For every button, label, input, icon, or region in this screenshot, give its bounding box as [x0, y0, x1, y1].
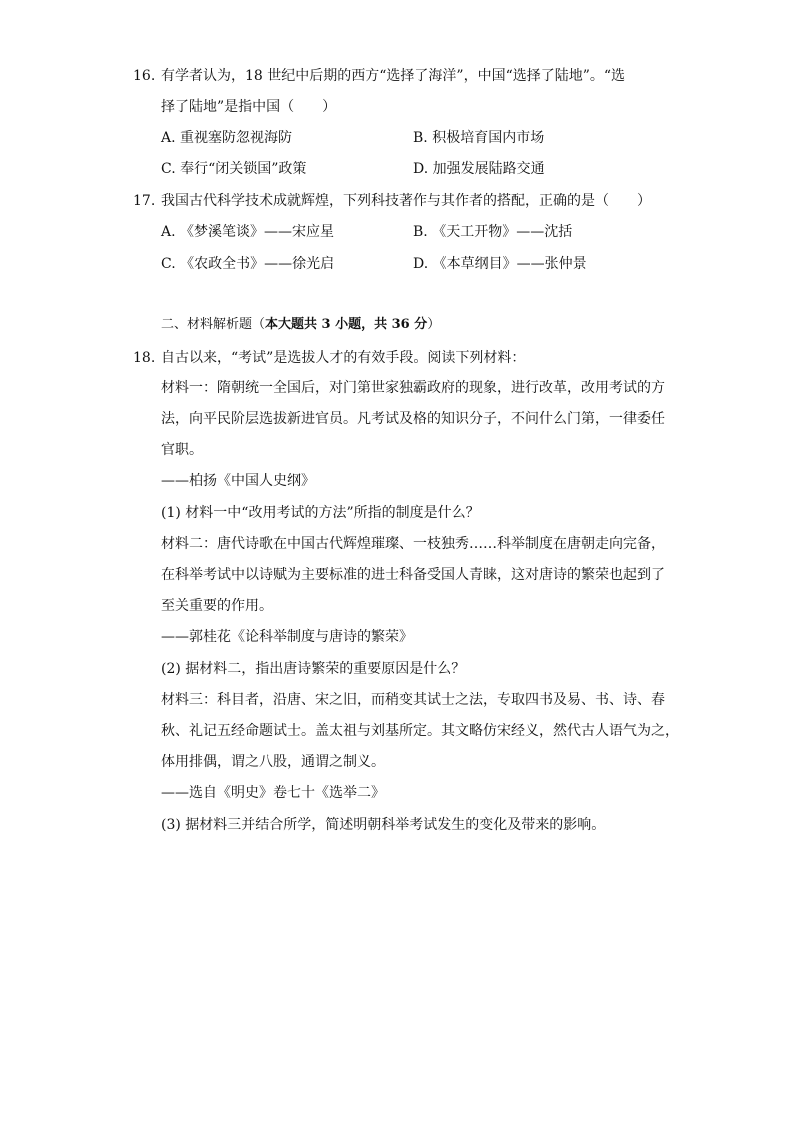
q18-material2-line3: 至关重要的作用。 — [161, 598, 273, 614]
q16-text-line2: 择了陆地”是指中国（ ） — [161, 99, 337, 115]
section-2-title — [161, 315, 440, 335]
q18-material3-source: ——选自《明史》卷七十《选举二》 — [161, 785, 385, 801]
q18-material2-source: ——郭桂花《论科举制度与唐诗的繁荣》 — [161, 629, 413, 645]
q18-material2-line2: 在科举考试中以诗赋为主要标准的进士科备受国人青睐，这对唐诗的繁荣也起到了 — [161, 567, 665, 583]
q16-number: 16. — [133, 68, 156, 84]
q18-number: 18. — [133, 350, 156, 366]
q17-text-line1: 我国古代科学技术成就辉煌，下列科技著作与其作者的搭配，正确的是（ ） — [161, 193, 651, 209]
q18-subquestion-1: (1) 材料一中“改用考试的方法”所指的制度是什么？ — [161, 505, 480, 521]
section-2-suffix: ） — [427, 317, 441, 332]
q16-option-a[interactable]: A. 重视塞防忽视海防 — [161, 130, 293, 146]
q16-option-b[interactable]: B. 积极培育国内市场 — [413, 130, 545, 146]
q18-material2-line1: 材料二：唐代诗歌在中国古代辉煌璀璨、一枝独秀……科举制度在唐朝走向完备， — [161, 536, 665, 552]
q18-subquestion-3: (3) 据材料三并结合所学，简述明朝科举考试发生的变化及带来的影响。 — [161, 817, 606, 833]
q17-option-d[interactable]: D. 《本草纲目》——张仲景 — [413, 256, 587, 272]
section-2-bold: 本大题共 3 小题，共 36 分 — [265, 317, 428, 332]
q18-material1-line2: 法，向平民阶层选拔新进官员。凡考试及格的知识分子，不问什么门第，一律委任 — [161, 411, 665, 427]
q17-option-b[interactable]: B. 《天工开物》——沈括 — [413, 224, 573, 240]
q17-option-a[interactable]: A. 《梦溪笔谈》——宋应星 — [161, 224, 335, 240]
q16-option-d[interactable]: D. 加强发展陆路交通 — [413, 161, 545, 177]
q18-material3-line2: 秋、礼记五经命题试士。盖太祖与刘基所定。其文略仿宋经义，然代古人语气为之， — [161, 723, 679, 739]
q17-option-c[interactable]: C. 《农政全书》——徐光启 — [161, 256, 335, 272]
section-2-prefix: 二、材料解析题（ — [161, 317, 266, 332]
q16-option-c[interactable]: C. 奉行“闭关锁国”政策 — [161, 161, 307, 177]
q18-material1-line1: 材料一：隋朝统一全国后，对门第世家独霸政府的现象，进行改革，改用考试的方 — [161, 380, 665, 396]
q18-material1-source: ——柏扬《中国人史纲》 — [161, 473, 315, 489]
q18-material3-line1: 材料三：科目者，沿唐、宋之旧，而稍变其试士之法，专取四书及易、书、诗、春 — [161, 692, 665, 708]
q16-text-line1: 有学者认为，18 世纪中后期的西方“选择了海洋”，中国“选择了陆地”。“选 — [161, 68, 626, 84]
q18-subquestion-2: (2) 据材料二，指出唐诗繁荣的重要原因是什么？ — [161, 661, 466, 677]
q17-number: 17. — [133, 193, 156, 209]
q18-material3-line3: 体用排偶，谓之八股，通谓之制义。 — [161, 754, 385, 770]
q18-material1-line3: 官职。 — [161, 442, 203, 458]
q18-intro: 自古以来，“考试”是选拔人才的有效手段。阅读下列材料： — [161, 350, 526, 366]
